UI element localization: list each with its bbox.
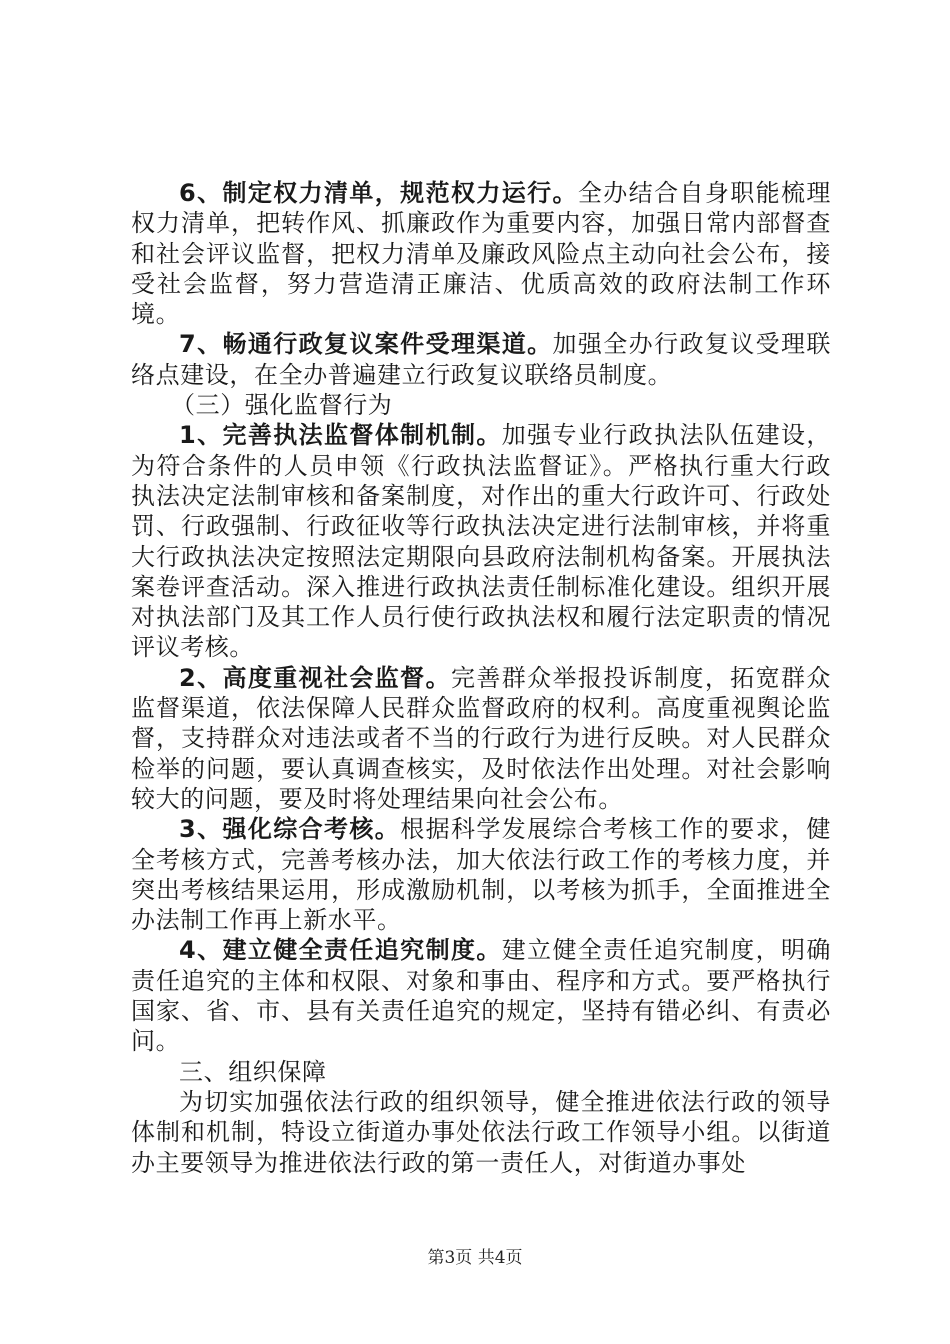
paragraph-text: 完善群众举报投诉制度，拓宽群众监督渠道，依法保障人民群众监督政府的权利。高度重视舆论监督，支持群众对违法或者不当的行政行为进行反映。对人民群众检举的问题，要认真调查核实，及时依法作出处理。对社会影响较大的问题，要及时将处理结果向社会公布。 [131,663,831,813]
paragraph-item-4 [131,935,831,1056]
paragraph-text: 为切实加强依法行政的组织领导，健全推进依法行政的领导体制和机制，特设立街道办事处依法行政工作领导小组。以街道办主要领导为推进依法行政的第一责任人，对街道办事处 [131,1087,831,1177]
paragraph-text: 建立健全责任追究制度，明确责任追究的主体和权限、对象和事由、程序和方式。要严格执行国家、省、市、县有关责任追究的规定，坚持有错必纠、有责必问。 [131,936,831,1056]
paragraph-lead: 6、制定权力清单，规范权力运行。 [179,179,578,207]
section-heading-strengthen-supervision: （三）强化监督行为 [171,391,393,420]
paragraph-item-3 [131,814,831,935]
paragraph-organization [131,1087,831,1178]
paragraph-item-2 [131,663,831,814]
paragraph-lead: 1、完善执法监督体制机制。 [179,421,502,450]
page-number-footer: 第3页 共4页 [427,1248,523,1268]
paragraph-lead: 2、高度重视社会监督。 [179,663,451,692]
paragraph-item-7 [131,329,831,390]
paragraph-item-6 [131,178,831,329]
paragraph-lead: 7、畅通行政复议案件受理渠道。 [179,330,553,359]
paragraph-item-1 [131,420,831,662]
paragraph-lead: 4、建立健全责任追究制度。 [179,936,502,965]
paragraph-lead: 3、强化综合考核。 [179,815,401,844]
document-body [131,178,831,1178]
paragraph-text: 全办结合自身职能梳理权力清单，把转作风、抓廉政作为重要内容，加强日常内部督查和社会评议监督，把权力清单及廉政风险点主动向社会公布，接受社会监督，努力营造清正廉洁、优质高效的政府法制工作环境。 [131,179,831,329]
paragraph-text: 加强全办行政复议受理联络点建设，在全办普遍建立行政复议联络员制度。 [131,330,831,389]
paragraph-text: 根据科学发展综合考核工作的要求，健全考核方式，完善考核办法，加大依法行政工作的考核力度，并突出考核结果运用，形成激励机制，以考核为抓手，全面推进全办法制工作再上新水平。 [131,815,831,935]
paragraph-text: 加强专业行政执法队伍建设，为符合条件的人员申领《行政执法监督证》。严格执行重大行政执法决定法制审核和备案制度，对作出的重大行政许可、行政处罚、行政强制、行政征收等行政执法决定进行法制审核，并将重大行政执法决定按照法定期限向县政府法制机构备案。开展执法案卷评查活动。深入推进行政执法责任制标准化建设。组织开展对执法部门及其工作人员行使行政执法权和履行法定职责的情况评议考核。 [131,421,831,662]
section-heading-organization: 三、组织保障 [179,1057,327,1086]
